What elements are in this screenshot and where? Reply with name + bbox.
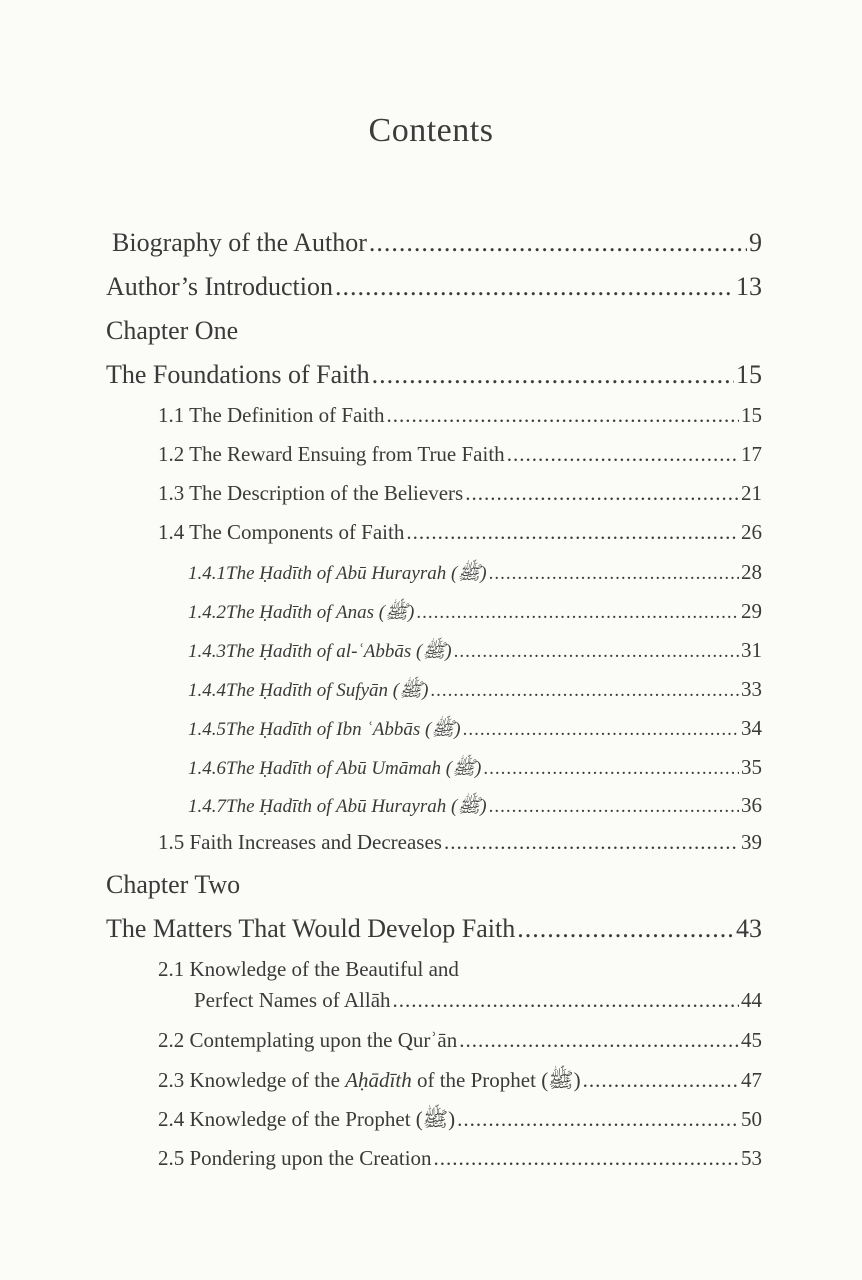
dot-leader bbox=[489, 796, 739, 818]
toc-entry-1-4-3[interactable] bbox=[188, 638, 762, 667]
dot-leader bbox=[372, 360, 734, 390]
toc-entry-1-2[interactable] bbox=[158, 442, 762, 467]
toc-entry-number: 1.4.1 bbox=[188, 563, 226, 584]
toc-entry-title: 1.5 Faith Increases and Decreases bbox=[158, 830, 442, 854]
toc-entry-1-4-1[interactable] bbox=[188, 560, 762, 589]
toc-page-number: 35 bbox=[741, 755, 762, 779]
toc-entry-title: Perfect Names of Allāh bbox=[194, 988, 391, 1012]
toc-entry-title: 1.4 The Components of Faith bbox=[158, 520, 405, 544]
dot-leader bbox=[489, 563, 739, 585]
dot-leader bbox=[406, 520, 739, 545]
toc-entry-2-1-line1[interactable]: 2.1 Knowledge of the Beautiful and bbox=[158, 957, 459, 981]
dot-leader bbox=[430, 680, 739, 702]
dot-leader bbox=[454, 641, 739, 663]
toc-entry-title: 2.2 Contemplating upon the Qurʾān bbox=[158, 1028, 458, 1052]
toc-entry-1-1[interactable] bbox=[158, 403, 762, 428]
toc-entry-1-5[interactable] bbox=[158, 830, 762, 855]
toc-entry-number: 1.4.5 bbox=[188, 719, 226, 740]
chapter-heading-one: Chapter One bbox=[106, 316, 239, 345]
toc-entry-1-4-2[interactable] bbox=[188, 599, 762, 628]
toc-entry-2-4[interactable] bbox=[158, 1106, 762, 1137]
toc-entry-title: The Matters That Would Develop Faith bbox=[106, 914, 516, 943]
toc-entry-introduction[interactable] bbox=[106, 272, 762, 302]
toc-entry-2-3[interactable] bbox=[158, 1067, 762, 1098]
toc-entry-title: The Ḥadīth of Abū Hurayrah (ﷺ) bbox=[226, 796, 487, 817]
toc-entry-title: The Ḥadīth of Sufyān (ﷺ) bbox=[226, 680, 429, 701]
toc-page-number: 47 bbox=[741, 1068, 762, 1092]
toc-entry-number: 1.4.6 bbox=[188, 758, 226, 779]
toc-entry-title: Author’s Introduction bbox=[106, 272, 333, 301]
chapter-heading-two: Chapter Two bbox=[106, 870, 241, 899]
toc-page-number: 21 bbox=[741, 481, 762, 505]
toc-entry-title: Biography of the Author bbox=[112, 228, 367, 257]
toc-entry-1-3[interactable] bbox=[158, 481, 762, 506]
toc-page-number: 50 bbox=[741, 1107, 762, 1131]
dot-leader bbox=[463, 719, 739, 741]
toc-entry-matters-develop-faith[interactable] bbox=[106, 914, 762, 944]
toc-entry-title: The Ḥadīth of al-ʿAbbās (ﷺ) bbox=[226, 641, 452, 662]
dot-leader bbox=[369, 228, 747, 258]
toc-page-number: 15 bbox=[736, 360, 762, 389]
toc-page-number: 31 bbox=[741, 638, 762, 662]
toc-entry-title: 2.4 Knowledge of the Prophet (ﷺ) bbox=[158, 1107, 456, 1131]
dot-leader bbox=[444, 830, 739, 855]
dot-leader bbox=[517, 914, 734, 944]
dot-leader bbox=[583, 1068, 739, 1093]
toc-entry-1-4-6[interactable] bbox=[188, 755, 762, 784]
dot-leader bbox=[393, 988, 739, 1013]
toc-entry-title: The Ḥadīth of Abū Hurayrah (ﷺ) bbox=[226, 563, 487, 584]
toc-entry-foundations-of-faith[interactable] bbox=[106, 360, 762, 390]
toc-entry-2-1-line2[interactable] bbox=[194, 988, 762, 1013]
toc-entry-title: 1.1 The Definition of Faith bbox=[158, 403, 385, 427]
toc-page-number: 44 bbox=[741, 988, 762, 1012]
dot-leader bbox=[457, 1107, 739, 1132]
toc-entry-title: 2.5 Pondering upon the Creation bbox=[158, 1146, 432, 1170]
dot-leader bbox=[465, 481, 739, 506]
dot-leader bbox=[335, 272, 734, 302]
toc-page-number: 26 bbox=[741, 520, 762, 544]
toc-page-number: 28 bbox=[741, 560, 762, 584]
toc-page-number: 15 bbox=[741, 403, 762, 427]
toc-page-number: 45 bbox=[741, 1028, 762, 1052]
dot-leader bbox=[387, 403, 740, 428]
toc-page-number: 29 bbox=[741, 599, 762, 623]
toc-page-number: 53 bbox=[741, 1146, 762, 1170]
toc-entry-1-4[interactable] bbox=[158, 520, 762, 545]
toc-entry-title: 1.3 The Description of the Believers bbox=[158, 481, 464, 505]
toc-page-number: 43 bbox=[736, 914, 762, 943]
toc-entry-title: The Ḥadīth of Anas (ﷺ) bbox=[226, 602, 415, 623]
toc-entry-title-pre: 2.3 Knowledge of the bbox=[158, 1068, 346, 1092]
dot-leader bbox=[459, 1028, 739, 1053]
toc-entry-number: 1.4.3 bbox=[188, 641, 226, 662]
toc-entry-1-4-4[interactable] bbox=[188, 677, 762, 706]
toc-entry-number: 1.4.7 bbox=[188, 796, 226, 817]
toc-page-number: 39 bbox=[741, 830, 762, 854]
toc-entry-1-4-5[interactable] bbox=[188, 716, 762, 745]
toc-page-number: 13 bbox=[736, 272, 762, 301]
toc-entry-2-2[interactable] bbox=[158, 1028, 762, 1053]
toc-entry-number: 1.4.4 bbox=[188, 680, 226, 701]
toc-entry-1-4-7[interactable] bbox=[188, 793, 762, 822]
toc-entry-2-5[interactable] bbox=[158, 1146, 762, 1171]
toc-page-number: 36 bbox=[741, 793, 762, 817]
toc-entry-number: 1.4.2 bbox=[188, 602, 226, 623]
toc-page-number: 17 bbox=[741, 442, 762, 466]
toc-entry-biography[interactable] bbox=[112, 228, 762, 258]
toc-entry-title: 1.2 The Reward Ensuing from True Faith bbox=[158, 442, 505, 466]
toc-entry-title: The Ḥadīth of Abū Umāmah (ﷺ) bbox=[226, 758, 482, 779]
toc-page-number: 34 bbox=[741, 716, 762, 740]
toc-entry-title-italic: Aḥādīth bbox=[345, 1068, 412, 1092]
page-title: Contents bbox=[368, 112, 494, 149]
toc-entry-title bbox=[158, 1067, 581, 1098]
toc-entry-title: The Foundations of Faith bbox=[106, 360, 370, 389]
dot-leader bbox=[507, 442, 739, 467]
toc-page-number: 9 bbox=[749, 228, 762, 257]
toc-entry-title-post: of the Prophet (ﷺ) bbox=[411, 1068, 581, 1092]
dot-leader bbox=[434, 1146, 739, 1171]
dot-leader bbox=[416, 602, 739, 624]
toc-entry-title: The Ḥadīth of Ibn ʿAbbās (ﷺ) bbox=[226, 719, 461, 740]
dot-leader bbox=[483, 758, 739, 780]
toc-page-number: 33 bbox=[741, 677, 762, 701]
